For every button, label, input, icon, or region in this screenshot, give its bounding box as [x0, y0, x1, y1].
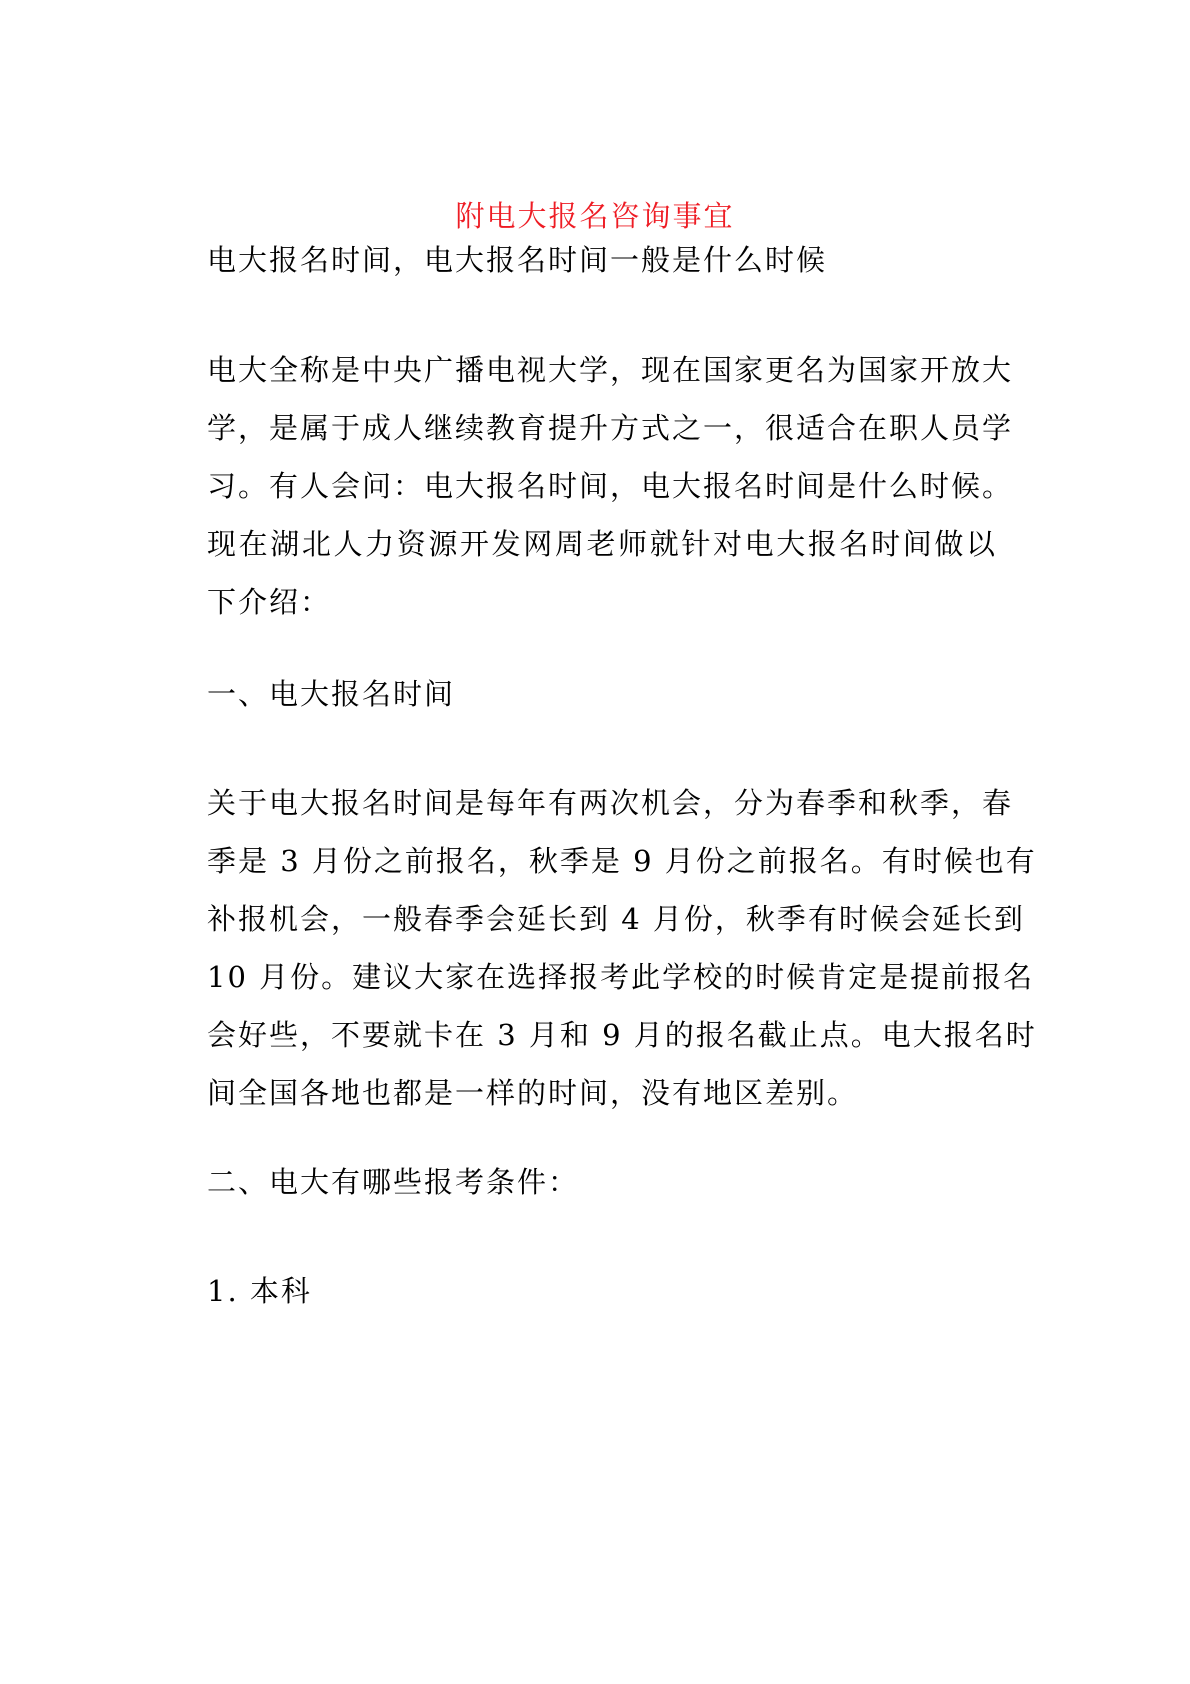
- section1-paragraph: [207, 783, 1037, 1131]
- paragraph-line: 学，是属于成人继续教育提升方式之一，很适合在职人员学: [207, 411, 1014, 445]
- section-heading-1: 一、电大报名时间: [207, 677, 456, 711]
- section-heading-2: 二、电大有哪些报考条件：: [207, 1165, 580, 1199]
- paragraph-line: 补报机会，一般春季会延长到 4 月份，秋季有时候会延长到: [207, 902, 1025, 936]
- paragraph-line: 间全国各地也都是一样的时间，没有地区差别。: [207, 1076, 859, 1110]
- paragraph-line: 10 月份。建议大家在选择报考此学校的时候肯定是提前报名: [207, 960, 1035, 994]
- paragraph-line: 下介绍：: [207, 585, 332, 619]
- paragraph-line: 习。有人会问：电大报名时间，电大报名时间是什么时候。: [207, 469, 1014, 503]
- paragraph-line: 电大全称是中央广播电视大学，现在国家更名为国家开放大: [207, 353, 1014, 387]
- paragraph-line: 关于电大报名时间是每年有两次机会，分为春季和秋季，春: [207, 786, 1014, 820]
- document-subtitle: 电大报名时间，电大报名时间一般是什么时候: [207, 243, 828, 277]
- list-item-1: 1. 本科: [207, 1274, 312, 1308]
- paragraph-line: 季是 3 月份之前报名，秋季是 9 月份之前报名。有时候也有: [207, 844, 1037, 878]
- paragraph-line: 会好些，不要就卡在 3 月和 9 月的报名截止点。电大报名时: [207, 1018, 1037, 1052]
- paragraph-line: 现在湖北人力资源开发网周老师就针对电大报名时间做以: [207, 527, 997, 561]
- intro-paragraph: [207, 350, 1014, 640]
- document-title: 附电大报名咨询事宜: [455, 199, 735, 233]
